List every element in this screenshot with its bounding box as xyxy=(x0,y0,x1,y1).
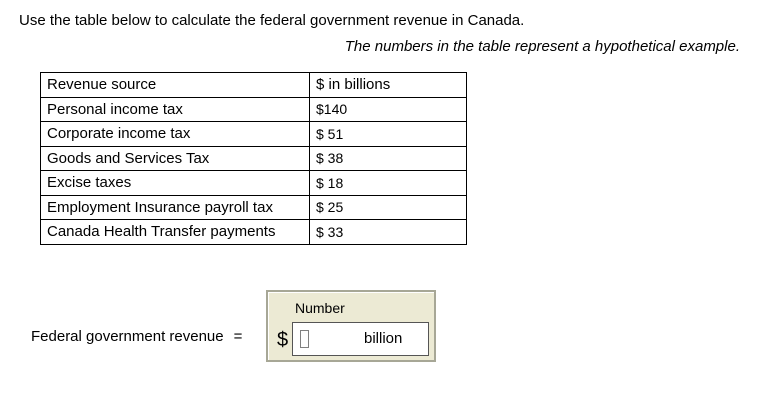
amount-cell: $ 33 xyxy=(310,220,467,245)
revenue-answer-field[interactable] xyxy=(292,322,429,356)
amount-cell: $ 25 xyxy=(310,195,467,220)
answer-box-header: Number xyxy=(295,300,345,316)
amount-cell: $ 38 xyxy=(310,146,467,171)
column-header-amount: $ in billions xyxy=(310,73,467,98)
example-note: The numbers in the table represent a hypothetical example. xyxy=(344,38,740,55)
revenue-source-cell: Goods and Services Tax xyxy=(41,146,310,171)
instruction-text: Use the table below to calculate the federal government revenue in Canada. xyxy=(19,12,525,29)
table-row xyxy=(41,97,467,122)
revenue-source-cell: Employment Insurance payroll tax xyxy=(41,195,310,220)
equals-sign: = xyxy=(233,328,243,345)
amount-cell: $140 xyxy=(310,97,467,122)
table-header-row xyxy=(41,73,467,98)
table-row xyxy=(41,220,467,245)
federal-revenue-label-text: Federal government revenue xyxy=(31,328,224,345)
table-row xyxy=(41,171,467,196)
amount-cell: $ 18 xyxy=(310,171,467,196)
revenue-source-cell: Excise taxes xyxy=(41,171,310,196)
revenue-source-cell: Corporate income tax xyxy=(41,122,310,147)
table-row xyxy=(41,146,467,171)
table-row xyxy=(41,122,467,147)
column-header-revenue-source: Revenue source xyxy=(41,73,310,98)
amount-cell: $ 51 xyxy=(310,122,467,147)
table-row xyxy=(41,195,467,220)
revenue-source-cell: Personal income tax xyxy=(41,97,310,122)
currency-symbol: $ xyxy=(277,329,289,351)
revenue-source-cell: Canada Health Transfer payments xyxy=(41,220,310,245)
unit-label: billion xyxy=(364,330,403,347)
federal-revenue-label xyxy=(31,328,242,345)
revenue-table xyxy=(40,72,467,245)
revenue-answer-input[interactable] xyxy=(300,330,309,348)
answer-box xyxy=(266,290,436,362)
